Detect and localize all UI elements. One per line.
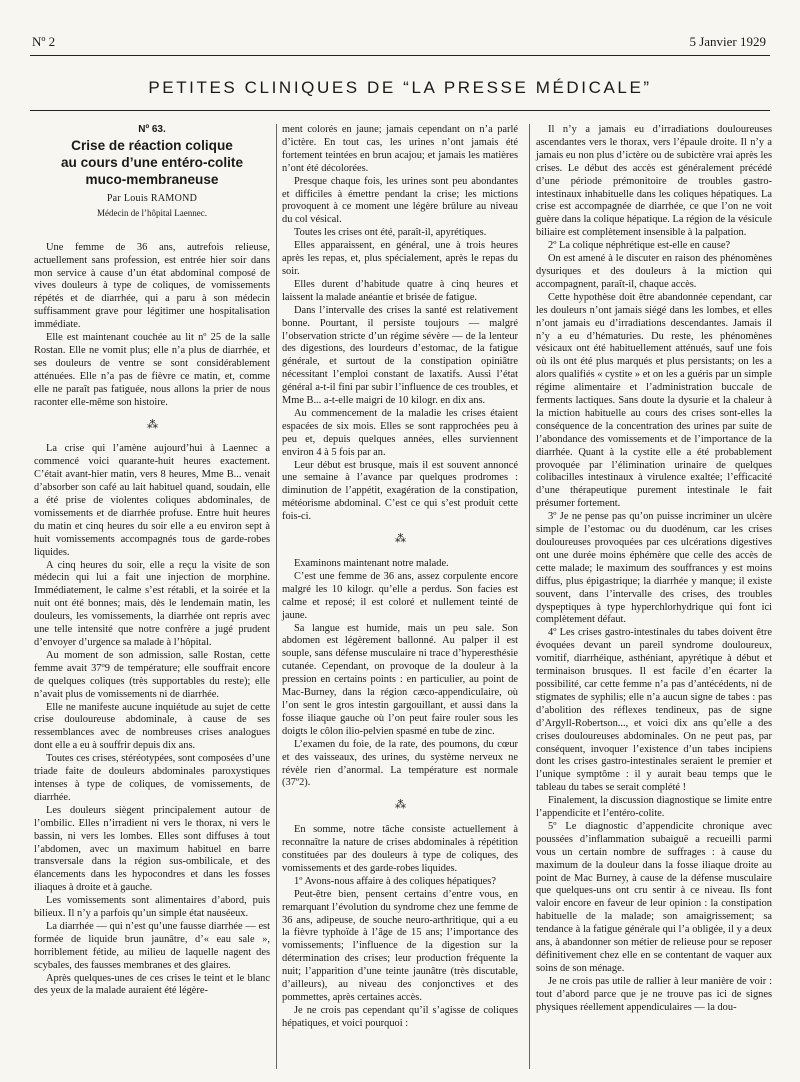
paragraph: Examinons maintenant notre malade. [294,558,449,569]
column-divider [529,124,530,1069]
paragraph: Au commencement de la maladie les crises étaient espacées de six mois. Elles se sont rapprochées peu à peu et, depuis quelques années, elles surviennent environ 4 à 5 fois par an. [282,407,518,458]
paragraph: Je ne crois pas utile de rallier à leur manière de voir : tout d’abord parce que je ne trouve pas ici de signes physiques réellement appendiculaires — la dou- [536,975,772,1013]
paragraph: L’examen du foie, de la rate, des poumons, du cœur et des vaisseaux, des urines, du système nerveux ne révèle rien d’anormal. La température est normale (37º2). [282,738,518,789]
column-divider [276,124,277,1069]
author-byline: Par Louis RAMOND [106,192,198,204]
paragraph: 4º Les crises gastro-intestinales du tabes doivent être évoquées devant un pareil syndrome douloureux, vomitif, diarrhéique, asthéniant, apyrétique à début et terminaison brusques. Il est facile d’en écarter la possibilité, car cette femme n’a pas d’antécédents, ni de stigmates de syphilis; elle n’a aucun signe de tabes : pas d’abolition des réflexes tendineux, pas de signe d’Argyll-Robertson..., et voici dix ans qu’elle a des crises douloureuses abdominales. On ne peut pas, par conséquent, invoquer l’existence d’un tabes incipiens dont les crises gastro-intestinales seraient le premier et l’unique symptôme : il y aurait beau temps que le tableau du tabes se serait complété ! [536,627,772,794]
article-title [34,137,270,188]
paragraph: La diarrhée — qui n’est qu’une fausse diarrhée — est formée de liquide brun jaunâtre, d’« eau sale », horriblement fétide, au milieu de laquelle nagent des scybales, des fausses membranes et des glaires. [34,920,270,971]
column-1 [34,124,270,998]
paragraph: Leur début est brusque, mais il est souvent annoncé une semaine à l’avance par quelques prodromes : diminution de l’appétit, exagération de la constipation, météorisme abdominal. C’est ce qui s’est produit cette fois-ci. [282,459,518,523]
paragraph: Après quelques-unes de ces crises le teint et le blanc des yeux de la malade auraient été légère- [34,972,270,997]
paragraph: Finalement, la discussion diagnostique se limite entre l’appendicite et l’entéro-colite. [536,795,772,820]
title-line: Crise de réaction colique [71,137,233,153]
paragraph: Presque chaque fois, les urines sont peu abondantes et difficiles à émettre pendant la crise; les mictions provoquent à ce moment une légère brûlure au niveau du col vésical. [282,175,518,226]
column-2 [282,124,518,1031]
paragraph: La crise qui l’amène aujourd’hui à Laennec a commencé voici quarante-huit heures exactement. C’était avant-hier matin, vers 8 heures, Mme B... venait d’absorber son café au lait habituel quand, soudain, elle a été prise de violentes coliques abdominales, de vomissements et de diarrhée profuse. Entre huit heures du matin et cinq heures du soir elle a eu environ sept à huit vomissements accompagnés tous de garde-robes liquides. [34,443,270,558]
paragraph: En somme, notre tâche consiste actuellement à reconnaître la nature de crises abdominales à répétition constituées par des douleurs à type de coliques, des vomissements et des garde-robes liquides. [282,824,518,874]
section-separator: ⁂ [147,418,157,431]
paragraph: Elles durent d’habitude quatre à cinq heures et laissent la malade anéantie et brisée de fatigue. [282,278,518,303]
header-rule [30,55,770,56]
section-banner: PETITES CLINIQUES DE “LA PRESSE MÉDICALE” [148,78,652,97]
paragraph: Elles apparaissent, en général, une à trois heures après les repas, et, plus spécialement, après le repas du soir. [282,240,518,277]
paragraph: C’est une femme de 36 ans, assez corpulente encore malgré les 10 kilogr. qu’elle a perdus. Son facies est calme et reposé; il est coloré et nullement teinté de jaune. [282,570,518,621]
paragraph: Elle ne manifeste aucune inquiétude au sujet de cette crise douloureuse abdominale, à cause de ses ressemblances avec de nombreuses crises analogues dont elle a eu à souffrir depuis dix ans. [34,701,270,752]
paragraph: Toutes les crises ont été, paraît-il, apyrétiques. [294,227,487,239]
banner-rule [30,110,770,111]
author-affiliation: Médecin de l’hôpital Laennec. [97,207,207,218]
article-number: Nº 63. [138,124,166,135]
paragraph: Peut-être bien, pensent certains d’entre vous, en remarquant l’évolution du syndrome chez une femme de 36 ans, adipeuse, de souche neuro-arthritique, qui a eu la fièvre typhoïde à l’âge de 15 ans; l’importance des vomissements; l’influence de la digestion sur la détermination des crises; leur production fréquente la nuit; l’apparition d’une teinte jaunâtre (très discutable, d’ailleurs), au niveau des conjonctives et des pommettes, après certaines accès. [282,888,518,1003]
paragraph: ment colorés en jaune; jamais cependant on n’a parlé d’ictère. En tout cas, les urines n’ont jamais été fortement teintées en brun acajou; et jamais les matières n’ont été décolorées. [282,124,518,174]
paragraph: Les douleurs siègent principalement autour de l’ombilic. Elles n’irradient ni vers le thorax, ni vers le bassin, ni vers les lombes. Elles sont diffuses à tout l’abdomen, avec un maximum habituel en barre transversale dans la région sus-ombilicale, et des élancements dans les hypocondres et dans les fosses iliaques à droite et à gauche. [34,804,270,894]
issue-number: Nº 2 [32,34,56,49]
section-separator: ⁂ [395,533,405,546]
paragraph: Une femme de 36 ans, autrefois relieuse, actuellement sans profession, est entrée hier soir dans mon service à cause d’un état abdominal composé de vives douleurs à type de coliques, de vomissements répétés et de diarrhée, qui a paru à son médecin suffisamment grave pour légitimer une hospitalisation immédiate. [34,241,270,331]
paragraph: 5º Le diagnostic d’appendicite chronique avec poussées d’inflammation subaiguë a recueilli parmi vous un certain nombre de suffrages : à cause du maximum de la douleur dans la fosse iliaque droite au point de Mac Burney, à cause de la défense musculaire que quelques-uns ont cru sentir à ce niveau. Ils font valoir encore en faveur de leur opinion : la constipation habituelle de la malade; son amaigrissement; sa tendance à la fatigue générale qui l’a obligée, il y a deux ans, à abandonner son métier de relieuse pour se reposer définitivement chez elle en se contentant de vaquer aux soins de son ménage. [536,820,772,974]
paragraph: Au moment de son admission, salle Rostan, cette femme avait 37º9 de température; elle souffrait encore de quelques coliques (très supportables du reste); elle n’avait plus de vomissements ni de diarrhée. [34,649,270,700]
title-line: muco-membraneuse [85,171,219,187]
page-header [32,34,766,52]
paragraph: 1º Avons-nous affaire à des coliques hépatiques? [294,875,496,887]
paragraph: On est amené à le discuter en raison des phénomènes dysuriques et des douleurs à la miction qui accompagnent, paraît-il, chaque accès. [536,253,772,290]
title-line: au cours d’une entéro-colite [60,154,244,170]
paragraph: 2º La colique néphrétique est-elle en cause? [548,240,731,252]
paragraph: Cette hypothèse doit être abandonnée cependant, car les douleurs n’ont jamais siégé dans les lombes, et elles n’ont jamais eu d’irradiations descendantes. Jamais il n’y a eu d’hématuries. Du reste, les phénomènes vésicaux ont été habituellement atténués, sauf une fois où ils ont été plus marqués et plus persistants; on les a alors qualifiés « cystite » et on les a guéris par un simple régime alimentaire et l’administration buccale de ferments lactiques. Sans doute la dysurie et la chaleur à la miction habituelle au cours des crises sont-elles la conséquence de la concentration des urines par suite de l’abondance des vomissements et de l’importance de la diarrhée. Quant à la cystite elle a été probablement provoquée par l’élimination urinaire de quelques colibacilles intestinaux à virulence exaltée; l’efficacité d’une thérapeutique purement intestinale le fait présumer fortement. [536,291,772,510]
paragraph: Je ne crois pas cependant qu’il s’agisse de coliques hépatiques, et voici pourquoi : [282,1004,518,1029]
section-separator: ⁂ [395,799,405,812]
paragraph: Sa langue est humide, mais un peu sale. Son abdomen est légèrement ballonné. Au palper il est souple, sans défense musculaire ni trace d’hyperesthésie cutanée. Cependant, on provoque de la douleur à la pression en certains points : en particulier, au point de Mac-Burney, dans la région cæco-appendiculaire, où l’on sent le gros intestin gargouillant, et aussi dans la fosse iliaque gauche où l’on peut faire rouler sous les doigts le côlon ilio-pelvien spasmé en tube de zinc. [282,622,518,737]
paragraph: Il n’y a jamais eu d’irradiations douloureuses ascendantes vers le thorax, vers l’épaule droite. Il n’y a jamais eu non plus d’ictère ou de subictère vrai après les crises. Le début des accès est généralement précédé d’une période prémonitoire de troubles gastro-intestinaux inhabituelle dans les coliques hépatiques. La crise est accompagnée de diarrhée, ce que l’on ne voit guère dans la colique hépatique. La région de la vésicule biliaire est complètement insensible à la palpation. [536,124,772,239]
paragraph: Les vomissements sont alimentaires d’abord, puis bilieux. Il n’y a parfois qu’un simple état nauséeux. [34,895,270,920]
paragraph: Toutes ces crises, stéréotypées, sont composées d’une triade faite de douleurs abdominales paroxystiques intenses à type de coliques, de vomissements, de diarrhée. [34,753,270,803]
issue-date: 5 Janvier 1929 [689,34,766,49]
paragraph: Elle est maintenant couchée au lit nº 25 de la salle Rostan. Elle ne vomit plus; elle n’a plus de diarrhée, et ses douleurs de ventre se sont considérablement atténuées. Elle n’a pas de fièvre ce matin, et, comme elle ne paraît pas fatiguée, nous allons la prier de nous raconter elle-même son histoire. [34,332,270,408]
paragraph: 3º Je ne pense pas qu’on puisse incriminer un ulcère simple de l’estomac ou du duodénum, car les crises douloureuses provoquées par ces ulcérations digestives ont une durée moins éphémère que celle des accès de cette malade; le maximum des souffrances y est moins diffus, plus épigastrique; la diarrhée y manque; il existe souvent, dans l’intervalle des crises, des troubles dyspeptiques à type hyperchlorhydrique qui font ici complètement défaut. [536,511,772,626]
paragraph: A cinq heures du soir, elle a reçu la visite de son médecin qui lui a fait une injection de morphine. Immédiatement, le calme s’est rétabli, et la soirée et la nuit ont été bonnes; mais, dès le lendemain matin, les douleurs, les vomissements, la diarrhée ont repris avec une telle intensité que notre confrère a jugé prudent d’envoyer d’urgence sa malade à l’hôpital. [34,559,270,648]
paragraph: Dans l’intervalle des crises la santé est relativement bonne. Pourtant, il persiste toujours — malgré l’observation stricte d’un régime sévère — de la lenteur des digestions, des lourdeurs d’estomac, de la fatigue générale, et surtout de la constipation opiniâtre nécessitant l’emploi constant de laxatifs. Aussi l’état général a-t-il fini par subir l’influence de ces troubles, et Mme B... a-t-elle maigri de 10 kilogr. en dix ans. [282,304,518,407]
column-3 [536,124,772,1015]
